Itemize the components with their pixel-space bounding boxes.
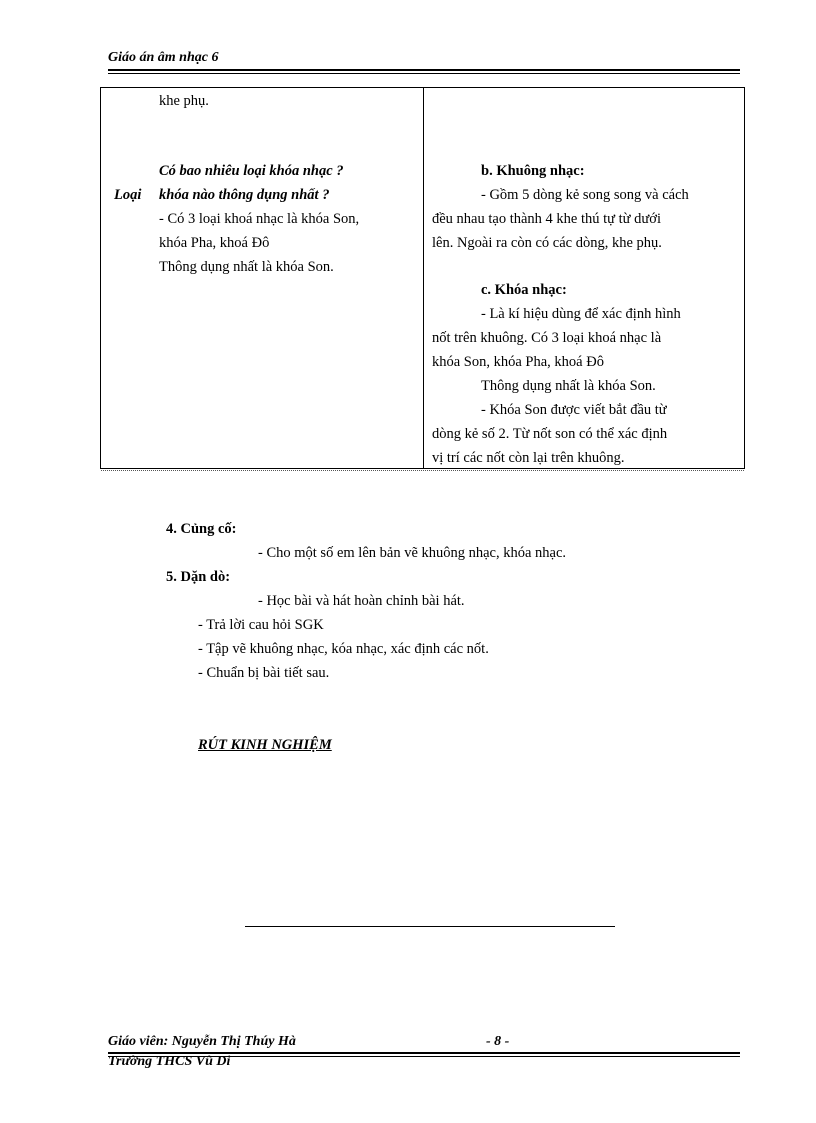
- left-answer-2: khóa Pha, khoá Đô: [159, 235, 270, 251]
- section-5-line-2: - Trả lời cau hỏi SGK: [198, 617, 324, 633]
- footer-page-number: - 8 -: [486, 1034, 510, 1049]
- left-line-khe-phu: khe phụ.: [159, 93, 209, 109]
- right-b-line-2: đều nhau tạo thành 4 khe thú tự từ dưới: [432, 211, 661, 227]
- section-5-line-1: - Học bài và hát hoàn chỉnh bài hát.: [258, 593, 465, 609]
- column-divider: [423, 88, 424, 468]
- right-c-line-1: - Là kí hiệu dùng để xác định hình: [481, 306, 681, 322]
- right-b-line-3: lên. Ngoài ra còn có các dòng, khe phụ.: [432, 235, 662, 251]
- right-c-line-2: nốt trên khuông. Có 3 loại khoá nhạc là: [432, 330, 662, 346]
- section-5-line-4: - Chuẩn bị bài tiết sau.: [198, 665, 330, 681]
- experience-title: RÚT KINH NGHIỆM: [198, 737, 332, 753]
- right-heading-c: c. Khóa nhạc:: [481, 282, 567, 298]
- left-question-1: Có bao nhiêu loại khóa nhạc ?: [159, 163, 344, 179]
- header-rule: [108, 69, 740, 71]
- section-4-line-1: - Cho một số em lên bản vẽ khuông nhạc, khóa nhạc.: [258, 545, 567, 561]
- left-question-2: khóa nào thông dụng nhất ?: [159, 187, 330, 203]
- table-bottom-dots: [101, 470, 744, 471]
- footer-school: Trường THCS Vũ Di: [108, 1054, 231, 1069]
- right-c-line-3: khóa Son, khóa Pha, khoá Đô: [432, 354, 604, 370]
- footer-teacher: Giáo viên: Nguyễn Thị Thúy Hà: [108, 1034, 296, 1049]
- separator-line: [245, 926, 615, 927]
- right-b-line-1: - Gồm 5 dòng kẻ song song và cách: [481, 187, 689, 203]
- right-c-line-5: - Khóa Son được viết bắt đầu từ: [481, 402, 667, 418]
- section-5-title: 5. Dặn dò:: [166, 569, 231, 585]
- right-c-line-6: dòng kẻ số 2. Từ nốt son có thể xác định: [432, 426, 668, 442]
- left-answer-1: - Có 3 loại khoá nhạc là khóa Son,: [159, 211, 360, 227]
- section-5-line-3: - Tập vẽ khuông nhạc, kóa nhạc, xác định các nốt.: [198, 641, 489, 657]
- left-answer-3: Thông dụng nhất là khóa Son.: [159, 259, 334, 275]
- header-rule-thin: [108, 73, 740, 74]
- lesson-table: [100, 87, 745, 469]
- header-title: Giáo án âm nhạc 6: [108, 50, 219, 65]
- right-heading-b: b. Khuông nhạc:: [481, 163, 585, 179]
- left-label-loai: Loại: [114, 187, 142, 203]
- right-c-line-4: Thông dụng nhất là khóa Son.: [481, 378, 656, 394]
- right-c-line-7: vị trí các nốt còn lại trên khuông.: [432, 450, 625, 466]
- section-4-title: 4. Củng cố:: [166, 521, 237, 537]
